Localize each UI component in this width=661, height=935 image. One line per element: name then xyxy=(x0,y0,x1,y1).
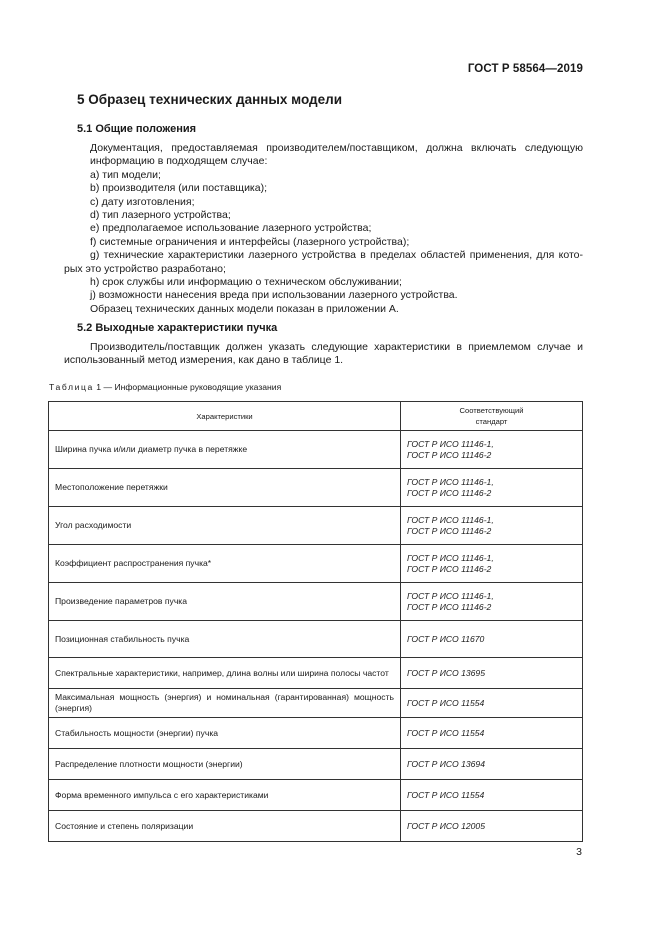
standard-ref: ГОСТ Р ИСО 11146-2 xyxy=(407,601,492,612)
list-item: b) производителя (или поставщика); xyxy=(90,182,268,195)
table-row xyxy=(49,545,583,583)
standard-ref: ГОСТ Р ИСО 11146-2 xyxy=(407,449,492,460)
table-caption-label: Таблица xyxy=(49,382,94,392)
table-row xyxy=(49,780,583,811)
guidance-table xyxy=(48,401,583,842)
list-item: a) тип модели; xyxy=(90,168,161,181)
characteristic-cell: Местоположение перетяжки xyxy=(49,469,401,507)
table-row xyxy=(49,621,583,658)
standard-cell xyxy=(401,583,583,621)
standard-cell: ГОСТ Р ИСО 11670 xyxy=(401,621,583,658)
standard-ref: ГОСТ Р ИСО 11146-1, xyxy=(407,552,494,563)
table-row xyxy=(49,689,583,718)
table-caption xyxy=(49,382,281,392)
subsection-title-5-1: 5.1 Общие положения xyxy=(77,123,197,135)
table-row xyxy=(49,718,583,749)
standard-ref: ГОСТ Р ИСО 11146-1, xyxy=(407,438,494,449)
characteristic-cell: Форма временного импульса с его характеристиками xyxy=(49,780,401,811)
standard-cell: ГОСТ Р ИСО 13695 xyxy=(401,658,583,689)
characteristic-cell: Угол расходимости xyxy=(49,507,401,545)
standard-cell xyxy=(401,469,583,507)
closing-paragraph: Образец технических данных модели показан в приложении А. xyxy=(90,302,399,315)
characteristic-cell: Спектральные характеристики, например, длина волны или ширина полосы частот xyxy=(49,658,401,689)
standard-ref: ГОСТ Р ИСО 11146-1, xyxy=(407,514,494,525)
characteristic-cell: Коэффициент распространения пучка* xyxy=(49,545,401,583)
list-item: j) возможности нанесения вреда при использовании лазерного устройства. xyxy=(90,289,458,302)
table-row xyxy=(49,583,583,621)
characteristic-cell: Ширина пучка и/или диаметр пучка в перетяжке xyxy=(49,431,401,469)
subsection-title-5-2: 5.2 Выходные характеристики пучка xyxy=(77,322,278,334)
characteristic-cell: Распределение плотности мощности (энергии) xyxy=(49,749,401,780)
list-item: f) системные ограничения и интерфейсы (лазерного устройства); xyxy=(90,235,410,248)
list-item: e) предполагаемое использование лазерного устройства; xyxy=(90,222,372,235)
subsection-5-1-body xyxy=(64,142,583,316)
column-header-characteristic: Характеристики xyxy=(49,402,401,431)
paragraph-line: использованный метод измерения, как дано в таблице 1. xyxy=(64,354,344,367)
list-item: c) дату изготовления; xyxy=(90,195,195,208)
characteristic-cell: Позиционная стабильность пучка xyxy=(49,621,401,658)
page-number: 3 xyxy=(576,846,582,858)
paragraph-line: Производитель/поставщик должен указать следующие характеристики в приемлемом случае и xyxy=(90,341,583,353)
characteristic-cell: Максимальная мощность (энергия) и номинальная (гарантированная) мощность (энергия) xyxy=(49,689,401,718)
list-item: d) тип лазерного устройства; xyxy=(90,209,231,222)
table-row xyxy=(49,658,583,689)
table-header-row xyxy=(49,402,583,431)
standard-cell xyxy=(401,507,583,545)
standard-cell: ГОСТ Р ИСО 11554 xyxy=(401,718,583,749)
standard-cell: ГОСТ Р ИСО 12005 xyxy=(401,811,583,842)
table-row xyxy=(49,811,583,842)
standard-ref: ГОСТ Р ИСО 11146-1, xyxy=(407,476,494,487)
standard-cell: ГОСТ Р ИСО 11554 xyxy=(401,689,583,718)
column-header-standard-line1: Соответствующий xyxy=(459,406,524,415)
list-item: h) срок службы или информацию о техническом обслуживании; xyxy=(90,276,402,289)
standard-cell xyxy=(401,545,583,583)
characteristic-cell: Состояние и степень поляризации xyxy=(49,811,401,842)
intro-paragraph: Документация, предоставляемая производителем/поставщиком, должна включать следующую информацию в подходящем случае: xyxy=(90,142,583,168)
table-caption-text: 1 — Информационные руководящие указания xyxy=(93,382,282,392)
standard-ref: ГОСТ Р ИСО 11146-2 xyxy=(407,525,492,536)
column-header-standard xyxy=(401,402,583,431)
table-row xyxy=(49,507,583,545)
standard-ref: ГОСТ Р ИСО 11146-1, xyxy=(407,590,494,601)
standard-cell xyxy=(401,431,583,469)
characteristic-cell: Стабильность мощности (энергии) пучка xyxy=(49,718,401,749)
column-header-standard-line2: стандарт xyxy=(475,417,508,426)
standard-ref: ГОСТ Р ИСО 11146-2 xyxy=(407,563,492,574)
table-row xyxy=(49,749,583,780)
standard-cell: ГОСТ Р ИСО 11554 xyxy=(401,780,583,811)
standard-code-header: ГОСТ Р 58564—2019 xyxy=(467,63,583,75)
characteristic-cell: Произведение параметров пучка xyxy=(49,583,401,621)
standard-ref: ГОСТ Р ИСО 11146-2 xyxy=(407,487,492,498)
section-title: 5 Образец технических данных модели xyxy=(77,92,343,107)
subsection-5-2-body xyxy=(64,341,583,368)
list-item: g) технические характеристики лазерного устройства в пределах областей применения, для кото- xyxy=(90,249,583,262)
table-row xyxy=(49,431,583,469)
standard-cell: ГОСТ Р ИСО 13694 xyxy=(401,749,583,780)
list-item-continuation: рых это устройство разработано; xyxy=(64,262,226,275)
table-row xyxy=(49,469,583,507)
